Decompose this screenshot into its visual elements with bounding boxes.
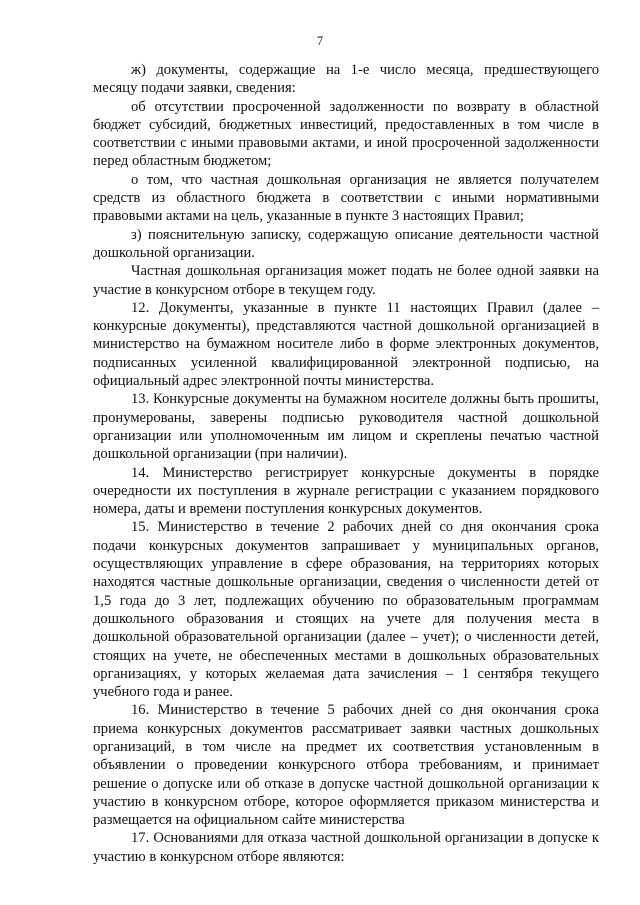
page-number: 7 xyxy=(316,34,324,48)
paragraph-no-debt: об отсутствии просроченной задолженности по возврату в областной бюджет субсидий, бюджетных инвестиций, предоставленных в том числе в соответствии с иными правовыми актами, и иной просроченной задолженности перед областным бюджетом; xyxy=(93,98,599,170)
paragraph-12: 12. Документы, указанные в пункте 11 настоящих Правил (далее – конкурсные документы), представляются частной дошкольной организацией в министерство на бумажном носителе либо в форме электронных документов, подписанных усиленной квалифицированной электронной подписью, на официальный адрес электронной почты министерства. xyxy=(93,299,599,390)
paragraph-17: 17. Основаниями для отказа частной дошкольной организации в допуске к участию в конкурсном отборе являются: xyxy=(93,830,599,865)
paragraph-z-explanatory-note: з) пояснительную записку, содержащую описание деятельности частной дошкольной организации. xyxy=(93,226,599,261)
paragraph-16: 16. Министерство в течение 5 рабочих дней со дня окончания срока приема конкурсных документов рассматривает заявки частных дошкольных организаций, в том числе на предмет их соответствия установленным в объявлении о проведении конкурсного отбора требованиям, и принимает решение о допуске или об отказе в допуске частной дошкольной организации к участию в конкурсном отборе, которое оформляется приказом министерства и размещается на официальном сайте министерства xyxy=(93,702,599,829)
paragraph-one-application: Частная дошкольная организация может подать не более одной заявки на участие в конкурсном отборе в текущем году. xyxy=(93,263,599,298)
paragraph-13: 13. Конкурсные документы на бумажном носителе должны быть прошиты, пронумерованы, заверены подписью руководителя частной дошкольной организации или уполномоченным им лицом и скреплены печатью частной дошкольной организации (при наличии). xyxy=(93,391,599,463)
paragraph-15: 15. Министерство в течение 2 рабочих дней со дня окончания срока подачи конкурсных документов запрашивает у муниципальных органов, осуществляющих управление в сфере образования, на территориях которых находятся частные дошкольные организации, сведения о численности детей от 1,5 года до 3 лет, подлежащих обучению по образовательным программам дошкольного образования и стоящих на учете для получения места в дошкольной образовательной организации (далее – учет); о численности детей, стоящих на учете, не обеспеченных местами в дошкольных образовательных организациях, у которых желаемая дата зачисления – 1 сентября текущего учебного года и ранее. xyxy=(93,519,599,701)
paragraph-not-recipient: о том, что частная дошкольная организация не является получателем средств из областного бюджета в соответствии с иными нормативными правовыми актами на цель, указанные в пункте 3 настоящих Правил; xyxy=(93,171,599,225)
paragraph-zh: ж) документы, содержащие на 1-е число месяца, предшествующего месяцу подачи заявки, сведения: xyxy=(93,62,599,97)
paragraph-14: 14. Министерство регистрирует конкурсные документы в порядке очередности их поступления в журнале регистрации с указанием порядкового номера, даты и времени поступления конкурсных документов. xyxy=(93,464,599,518)
document-body xyxy=(93,61,599,866)
